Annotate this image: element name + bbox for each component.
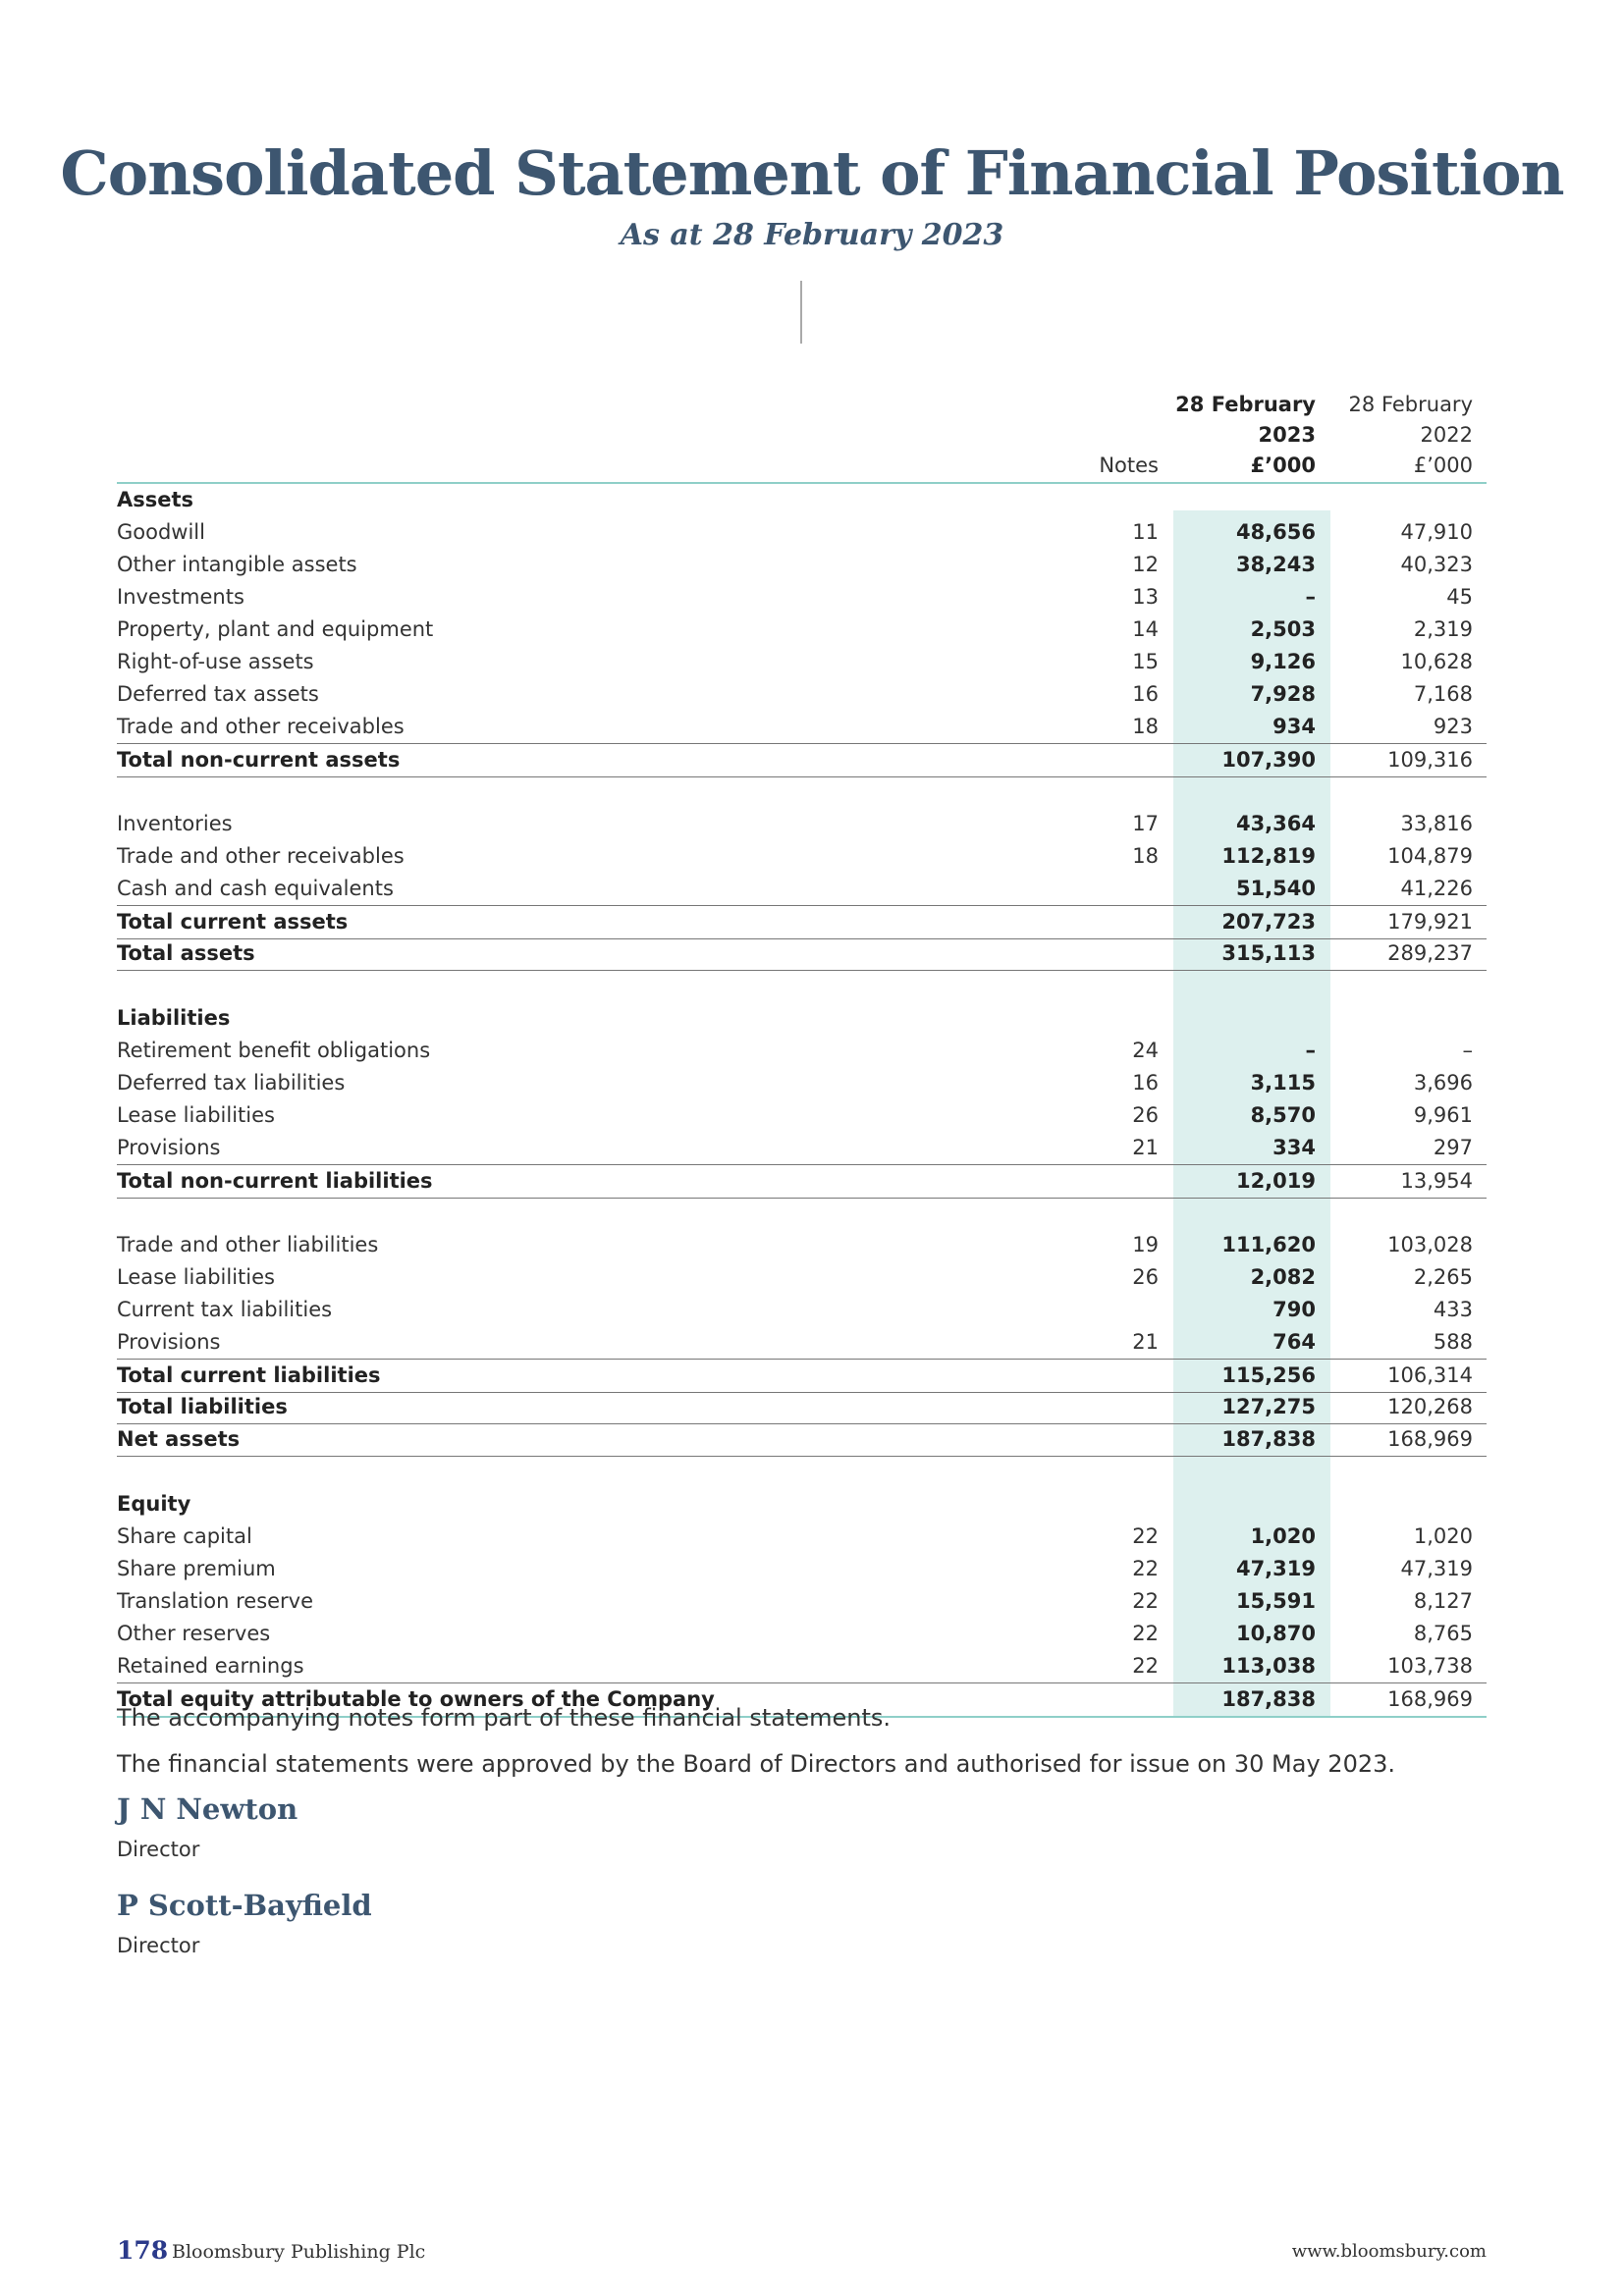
prior-year-header-line: 2022: [1420, 423, 1473, 447]
signatory-name: P Scott-Bayfield: [117, 1889, 372, 1922]
notes-column-header: Notes: [1099, 454, 1159, 477]
row-value-2023: 3,115: [1250, 1071, 1316, 1095]
table-row: [117, 1294, 1487, 1326]
table-row: [117, 1261, 1487, 1294]
table-row: [117, 581, 1487, 614]
row-label: Equity: [117, 1492, 191, 1516]
table-row: [117, 614, 1487, 646]
current-year-header-line: 28 February: [1175, 393, 1316, 416]
website-link[interactable]: www.bloomsbury.com: [1291, 2241, 1487, 2262]
footnote-approval: The financial statements were approved by the Board of Directors and authorised for issue on 30 May 2023.: [117, 1750, 1396, 1778]
row-label: Provisions: [117, 1330, 221, 1354]
row-label: Translation reserve: [117, 1589, 314, 1613]
row-label: Right-of-use assets: [117, 650, 314, 673]
row-value-2022: 33,816: [1400, 812, 1473, 835]
row-label: Provisions: [117, 1136, 221, 1159]
row-label: Total non-current liabilities: [117, 1169, 433, 1193]
row-value-2022: 47,910: [1400, 520, 1473, 544]
row-label: Goodwill: [117, 520, 205, 544]
row-value-2022: 104,879: [1387, 844, 1473, 868]
row-value-2022: 47,319: [1400, 1557, 1473, 1580]
table-row: [117, 808, 1487, 840]
row-note: 22: [1132, 1557, 1159, 1580]
row-note: 14: [1132, 617, 1159, 641]
row-label: Total liabilities: [117, 1395, 288, 1418]
table-row: [117, 873, 1487, 905]
table-row: [117, 1326, 1487, 1359]
row-note: 26: [1132, 1103, 1159, 1127]
row-value-2022: 8,765: [1413, 1622, 1473, 1645]
spacer-row: [117, 775, 1487, 808]
row-note: 22: [1132, 1524, 1159, 1548]
table-row: [117, 1099, 1487, 1132]
row-value-2023: 111,620: [1221, 1233, 1316, 1256]
row-label: Total current liabilities: [117, 1363, 381, 1387]
row-label: Lease liabilities: [117, 1265, 275, 1289]
row-label: Liabilities: [117, 1006, 231, 1030]
row-value-2023: –: [1305, 585, 1316, 609]
row-value-2022: –: [1462, 1039, 1473, 1062]
row-note: 18: [1132, 715, 1159, 738]
table-row: [117, 1035, 1487, 1067]
row-value-2022: 103,028: [1387, 1233, 1473, 1256]
row-label: Deferred tax assets: [117, 682, 319, 706]
row-value-2022: 41,226: [1400, 877, 1473, 900]
row-value-2023: 315,113: [1221, 941, 1316, 965]
row-value-2022: 103,738: [1387, 1654, 1473, 1678]
row-note: 22: [1132, 1654, 1159, 1678]
row-note: 15: [1132, 650, 1159, 673]
row-value-2023: –: [1305, 1039, 1316, 1062]
current-year-header-line: £’000: [1250, 454, 1316, 477]
table-row: [117, 1553, 1487, 1585]
row-value-2023: 47,319: [1235, 1557, 1316, 1580]
total-row: [117, 1391, 1487, 1424]
table-row: [117, 646, 1487, 678]
row-value-2023: 2,082: [1250, 1265, 1316, 1289]
row-label: Trade and other liabilities: [117, 1233, 379, 1256]
prior-year-header-line: 28 February: [1348, 393, 1473, 416]
row-value-2022: 168,969: [1387, 1427, 1473, 1451]
total-row: [117, 743, 1487, 777]
table-row: [117, 1067, 1487, 1099]
row-value-2022: 588: [1433, 1330, 1473, 1354]
row-value-2022: 179,921: [1387, 910, 1473, 934]
table-row: [117, 1618, 1487, 1650]
total-row: [117, 1359, 1487, 1393]
row-note: 12: [1132, 553, 1159, 576]
signatory-role: Director: [117, 1934, 200, 1957]
signatory-role: Director: [117, 1838, 200, 1861]
row-note: 22: [1132, 1622, 1159, 1645]
row-note: 26: [1132, 1265, 1159, 1289]
row-value-2023: 107,390: [1221, 748, 1316, 772]
row-value-2023: 51,540: [1235, 877, 1316, 900]
row-label: Total current assets: [117, 910, 349, 934]
row-note: 16: [1132, 1071, 1159, 1095]
total-row: [117, 1164, 1487, 1199]
row-value-2023: 7,928: [1250, 682, 1316, 706]
page-title: Consolidated Statement of Financial Position: [60, 137, 1564, 209]
row-value-2022: 168,969: [1387, 1687, 1473, 1711]
footnote-notes: The accompanying notes form part of these financial statements.: [117, 1704, 892, 1732]
current-year-header-line: 2023: [1258, 423, 1316, 447]
row-label: Total equity attributable to owners of the Company: [117, 1687, 715, 1711]
row-label: Property, plant and equipment: [117, 617, 434, 641]
row-label: Total non-current assets: [117, 748, 401, 772]
row-value-2023: 187,838: [1221, 1687, 1316, 1711]
signatory-name: J N Newton: [117, 1792, 298, 1826]
spacer-row: [117, 970, 1487, 1002]
table-row: [117, 1650, 1487, 1682]
table-row: [117, 678, 1487, 711]
row-label: Deferred tax liabilities: [117, 1071, 346, 1095]
row-value-2023: 207,723: [1221, 910, 1316, 934]
row-note: 13: [1132, 585, 1159, 609]
page-number: 178: [117, 2236, 169, 2265]
row-label: Retained earnings: [117, 1654, 304, 1678]
row-value-2022: 923: [1433, 715, 1473, 738]
decorative-divider: [800, 281, 802, 344]
row-value-2022: 2,265: [1413, 1265, 1473, 1289]
row-value-2023: 187,838: [1221, 1427, 1316, 1451]
row-value-2022: 40,323: [1400, 553, 1473, 576]
row-label: Investments: [117, 585, 244, 609]
row-note: 11: [1132, 520, 1159, 544]
spacer-row: [117, 1456, 1487, 1488]
prior-year-column-header: [1276, 390, 1473, 481]
row-value-2022: 2,319: [1413, 617, 1473, 641]
row-value-2023: 15,591: [1235, 1589, 1316, 1613]
section-heading: [117, 1002, 1487, 1035]
row-value-2023: 113,038: [1221, 1654, 1316, 1678]
section-heading: [117, 1488, 1487, 1521]
row-value-2023: 112,819: [1221, 844, 1316, 868]
row-label: Net assets: [117, 1427, 241, 1451]
section-heading: [117, 484, 1487, 516]
row-note: 21: [1132, 1330, 1159, 1354]
row-value-2023: 127,275: [1221, 1395, 1316, 1418]
row-label: Trade and other receivables: [117, 715, 405, 738]
row-label: Trade and other receivables: [117, 844, 405, 868]
total-row: [117, 905, 1487, 939]
row-label: Current tax liabilities: [117, 1298, 333, 1321]
row-label: Other reserves: [117, 1622, 271, 1645]
table-row: [117, 1585, 1487, 1618]
row-value-2022: 289,237: [1387, 941, 1473, 965]
row-value-2023: 38,243: [1235, 553, 1316, 576]
table-row: [117, 1229, 1487, 1261]
row-value-2022: 10,628: [1400, 650, 1473, 673]
row-label: Share capital: [117, 1524, 252, 1548]
row-value-2022: 9,961: [1413, 1103, 1473, 1127]
row-value-2022: 109,316: [1387, 748, 1473, 772]
row-label: Inventories: [117, 812, 233, 835]
row-value-2023: 115,256: [1221, 1363, 1316, 1387]
row-note: 19: [1132, 1233, 1159, 1256]
table-row: [117, 516, 1487, 549]
page-subtitle: As at 28 February 2023: [620, 218, 1004, 252]
table-row: [117, 1521, 1487, 1553]
row-label: Total assets: [117, 941, 255, 965]
publisher-name: Bloomsbury Publishing Plc: [172, 2241, 426, 2263]
row-value-2022: 8,127: [1413, 1589, 1473, 1613]
row-value-2023: 334: [1272, 1136, 1316, 1159]
row-value-2023: 48,656: [1235, 520, 1316, 544]
row-label: Cash and cash equivalents: [117, 877, 394, 900]
row-note: 22: [1132, 1589, 1159, 1613]
row-note: 18: [1132, 844, 1159, 868]
row-note: 21: [1132, 1136, 1159, 1159]
row-value-2023: 8,570: [1250, 1103, 1316, 1127]
prior-year-header-line: £’000: [1413, 454, 1473, 477]
row-value-2022: 120,268: [1387, 1395, 1473, 1418]
table-row: [117, 711, 1487, 743]
row-note: 16: [1132, 682, 1159, 706]
table-row: [117, 549, 1487, 581]
row-value-2022: 433: [1433, 1298, 1473, 1321]
row-value-2023: 934: [1272, 715, 1316, 738]
spacer-row: [117, 1197, 1487, 1229]
row-label: Other intangible assets: [117, 553, 357, 576]
row-value-2023: 12,019: [1235, 1169, 1316, 1193]
row-value-2022: 7,168: [1413, 682, 1473, 706]
row-label: Lease liabilities: [117, 1103, 275, 1127]
row-value-2023: 10,870: [1235, 1622, 1316, 1645]
row-value-2022: 297: [1433, 1136, 1473, 1159]
total-row: [117, 1423, 1487, 1457]
row-note: 24: [1132, 1039, 1159, 1062]
row-note: 17: [1132, 812, 1159, 835]
table-row: [117, 1132, 1487, 1164]
row-value-2023: 2,503: [1250, 617, 1316, 641]
row-value-2023: 43,364: [1235, 812, 1316, 835]
row-value-2022: 13,954: [1400, 1169, 1473, 1193]
row-value-2022: 1,020: [1413, 1524, 1473, 1548]
row-value-2023: 9,126: [1250, 650, 1316, 673]
row-value-2022: 3,696: [1413, 1071, 1473, 1095]
table-row: [117, 840, 1487, 873]
row-label: Share premium: [117, 1557, 276, 1580]
row-value-2023: 790: [1272, 1298, 1316, 1321]
total-row: [117, 937, 1487, 971]
row-value-2023: 764: [1272, 1330, 1316, 1354]
row-value-2023: 1,020: [1250, 1524, 1316, 1548]
row-label: Assets: [117, 488, 194, 511]
row-label: Retirement benefit obligations: [117, 1039, 431, 1062]
row-value-2022: 45: [1446, 585, 1473, 609]
row-value-2022: 106,314: [1387, 1363, 1473, 1387]
